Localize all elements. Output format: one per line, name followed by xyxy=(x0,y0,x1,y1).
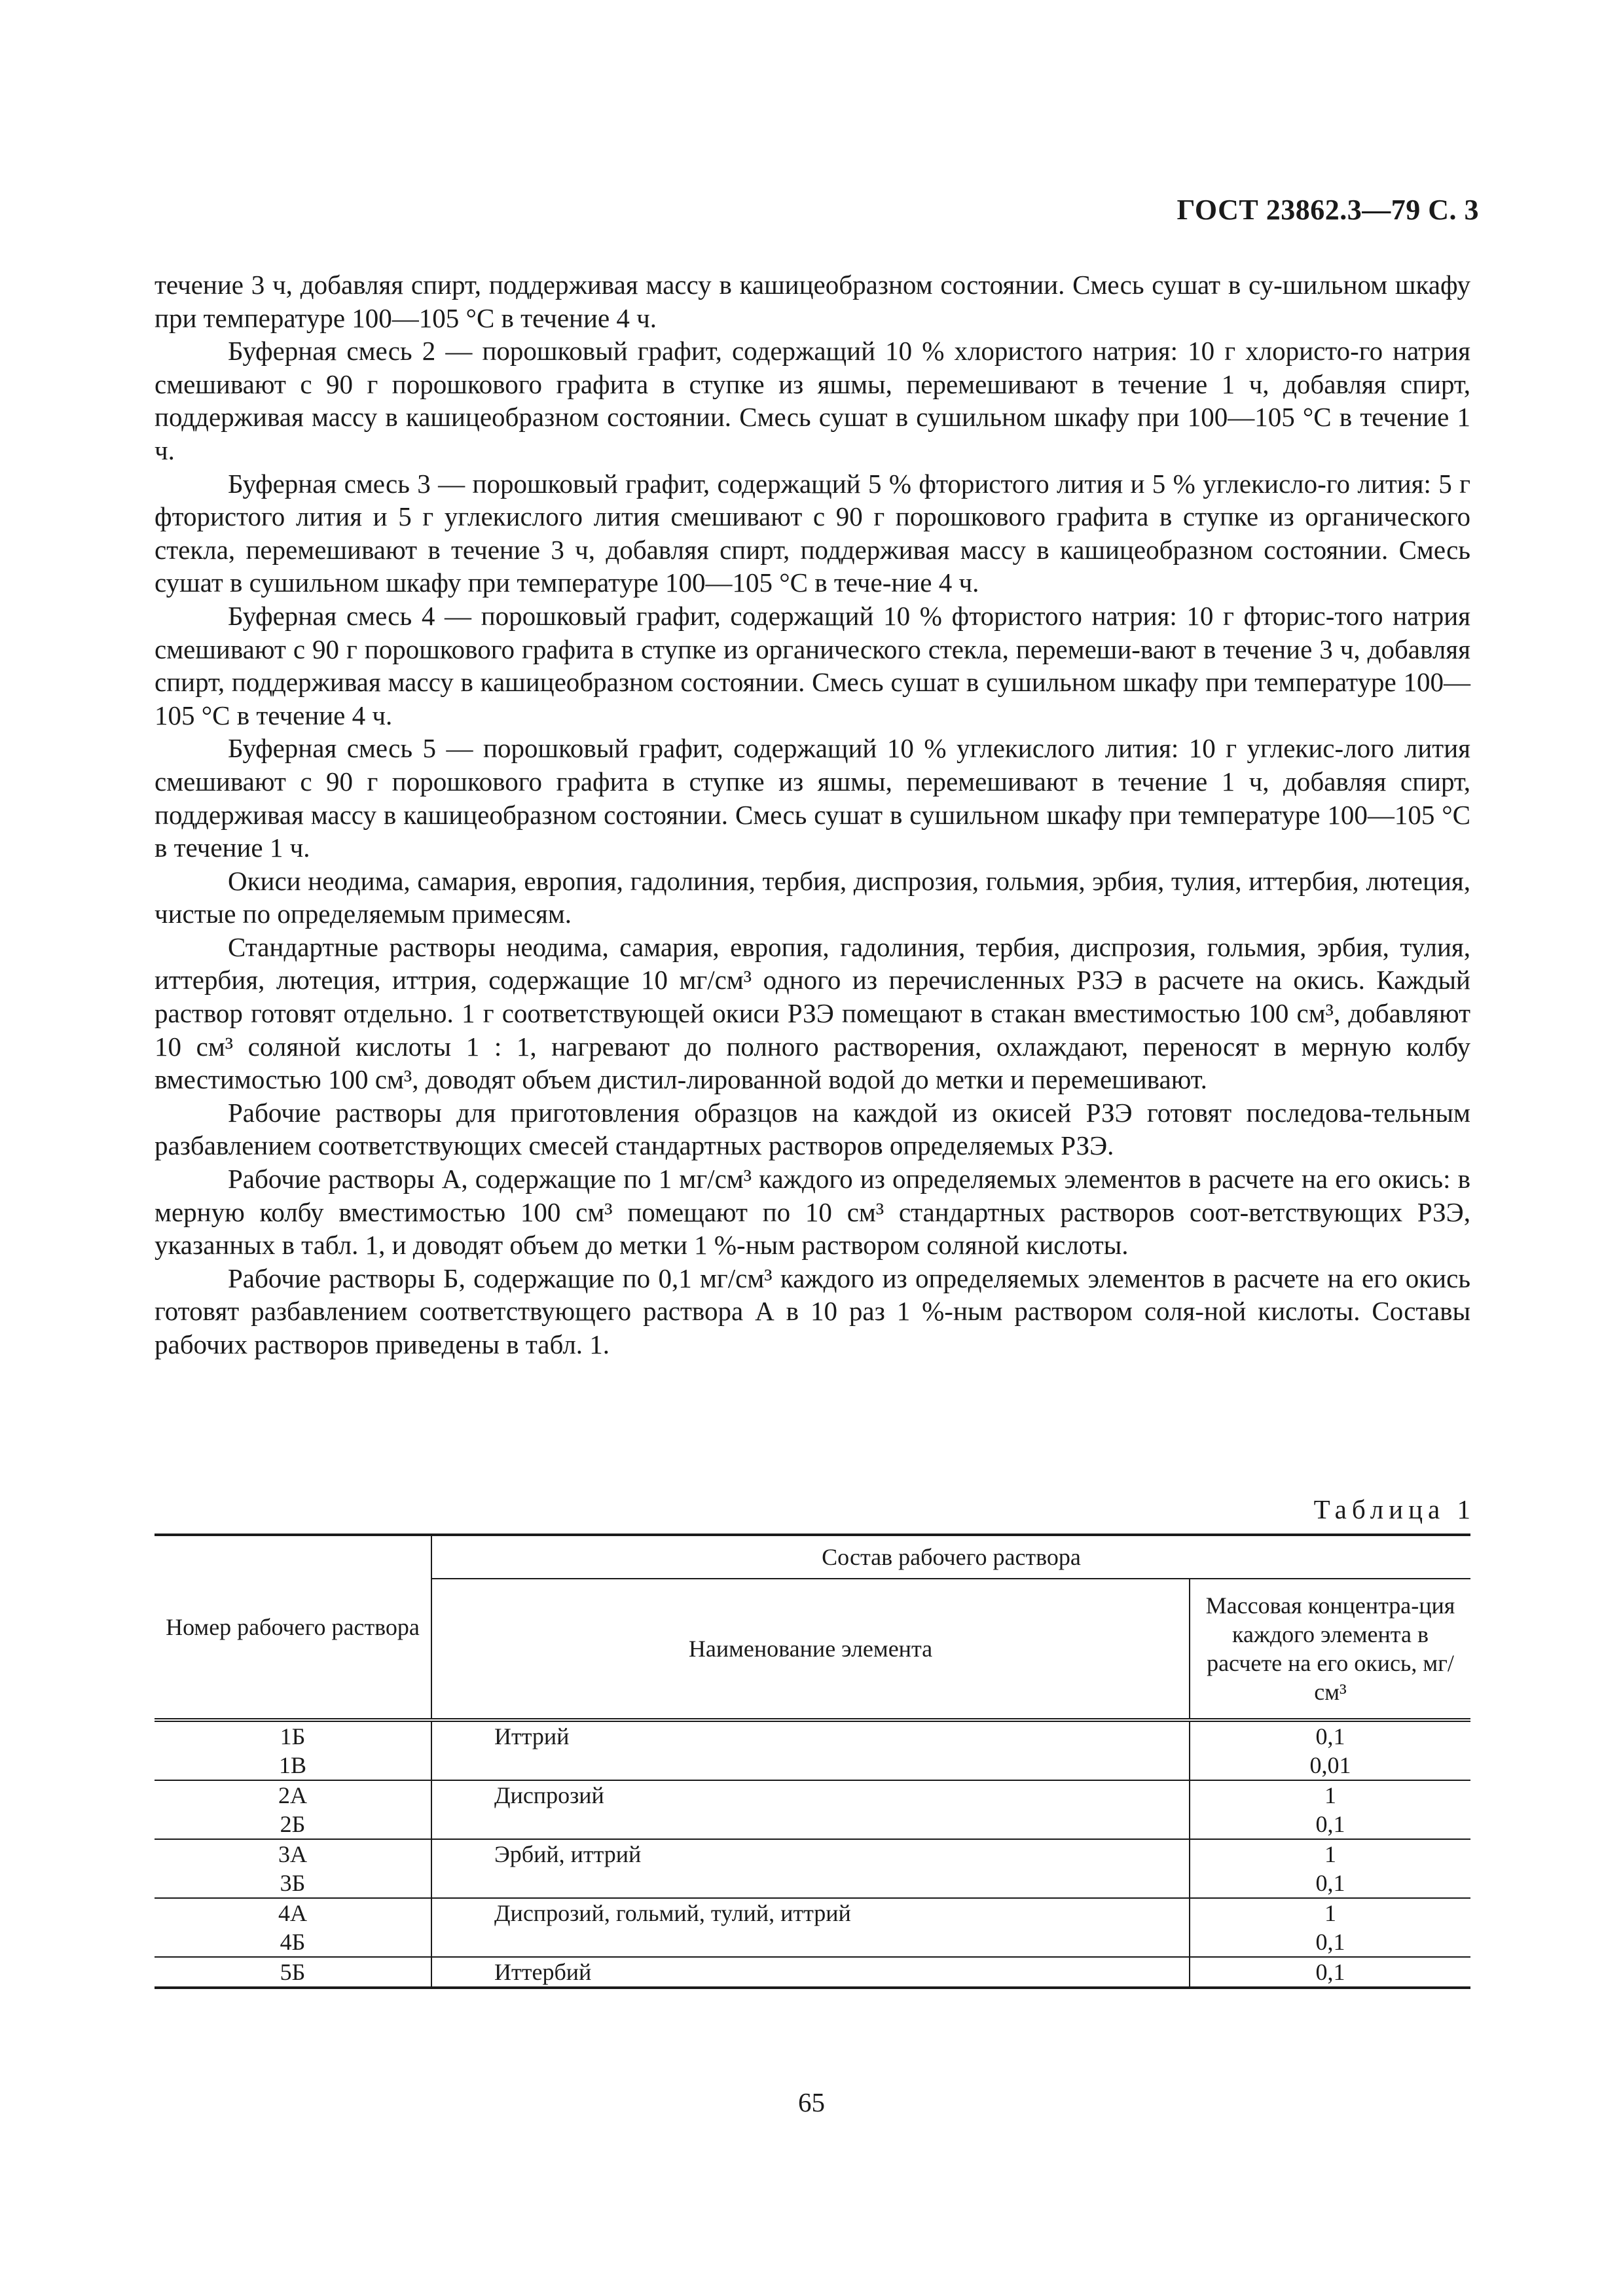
header-composition: Состав рабочего раствора xyxy=(431,1535,1470,1579)
solution-number: 3А xyxy=(278,1841,307,1867)
concentration-cell xyxy=(1190,1957,1470,1988)
table-row xyxy=(155,1780,1470,1839)
paragraph: Буферная смесь 3 — порошковый графит, содержащий 5 % фтористого лития и 5 % углекисло-го лития: 5 г фтористого лития и 5 г углекислого лития смешивают с 90 г порошкового графита в ступке из органического стекла, перемешивают в течение 3 ч, добавляя спирт, поддерживая массу в кашицеобразном состоянии. Смесь сушат в сушильном шкафу при температуре 100—105 °С в тече-ние 4 ч. xyxy=(155,468,1470,598)
table-row xyxy=(155,1839,1470,1898)
solution-number-cell xyxy=(155,1898,431,1957)
solution-number: 4Б xyxy=(280,1929,306,1955)
concentration-cell xyxy=(1190,1839,1470,1898)
solution-number: 1В xyxy=(278,1752,306,1778)
solution-number-cell xyxy=(155,1839,431,1898)
paragraph: Рабочие растворы Б, содержащие по 0,1 мг/см³ каждого из определяемых элементов в расчете на его окись готовят разбавлением соответствующего раствора А в 10 раз 1 %-ным раствором соля-ной кислоты. Составы рабочих растворов приведены в табл. 1. xyxy=(155,1263,1470,1359)
solution-number: 2Б xyxy=(280,1811,306,1837)
concentration-value: 1 xyxy=(1324,1900,1336,1926)
concentration-value: 0,1 xyxy=(1315,1929,1345,1955)
concentration-cell xyxy=(1190,1720,1470,1780)
header-mass-concentration: Массовая концентра-ция каждого элемента в расчете на его окись, мг/см³ xyxy=(1190,1579,1470,1720)
solution-number-cell xyxy=(155,1720,431,1780)
page-header: ГОСТ 23862.3—79 С. 3 xyxy=(1176,194,1479,226)
element-name-cell xyxy=(431,1780,1190,1839)
paragraph: Буферная смесь 5 — порошковый графит, содержащий 10 % углекислого лития: 10 г углекис-лого лития смешивают с 90 г порошкового графита в ступке из яшмы, перемешивают в течение 1 ч, добавляя спирт, поддерживая массу в кашицеобразном состоянии. Смесь сушат в сушильном шкафу при температуре 100—105 °С в течение 1 ч. xyxy=(155,733,1470,863)
solution-number: 5Б xyxy=(280,1959,306,1985)
table-caption: Таблица 1 xyxy=(1313,1494,1476,1524)
concentration-value: 0,1 xyxy=(1315,1723,1345,1749)
page-number: 65 xyxy=(798,2087,825,2117)
table-row xyxy=(155,1957,1470,1988)
element-name: Диспрозий xyxy=(494,1782,604,1808)
paragraph: Буферная смесь 2 — порошковый графит, содержащий 10 % хлористого натрия: 10 г хлористо-го натрия смешивают с 90 г порошкового графита в ступке из яшмы, перемешивают в течение 1 ч, добавляя спирт, поддерживая массу в кашицеобразном состоянии. Смесь сушат в сушильном шкафу при 100—105 °С в течение 1 ч. xyxy=(155,336,1470,465)
paragraph: течение 3 ч, добавляя спирт, поддерживая массу в кашицеобразном состоянии. Смесь сушат в су-шильном шкафу при температуре 100—105 °С в течение 4 ч. xyxy=(155,270,1470,333)
element-name: Иттербий xyxy=(494,1959,592,1985)
concentration-value: 1 xyxy=(1324,1841,1336,1867)
element-name-cell xyxy=(431,1898,1190,1957)
concentration-cell xyxy=(1190,1898,1470,1957)
header-solution-number: Номер рабочего раствора xyxy=(155,1535,431,1720)
paragraph: Рабочие растворы для приготовления образцов на каждой из окисей РЗЭ готовят последова-тельным разбавлением соответствующих смесей стандартных растворов определяемых РЗЭ. xyxy=(155,1097,1470,1161)
solution-number: 1Б xyxy=(280,1723,306,1749)
table-row xyxy=(155,1898,1470,1957)
header-element-name: Наименование элемента xyxy=(431,1579,1190,1720)
solution-number: 4А xyxy=(278,1900,307,1926)
paragraph: Стандартные растворы неодима, самария, европия, гадолиния, тербия, диспрозия, гольмия, эрбия, тулия, иттербия, лютеция, иттрия, содержащие 10 мг/см³ одного из перечисленных РЗЭ в расчете на окись. Каждый раствор готовят отдельно. 1 г соответствующей окиси РЗЭ помещают в стакан вместимостью 100 см³, добавляют 10 см³ соляной кислоты 1 : 1, нагревают до полного растворения, охлаждают, переносят в мерную колбу вместимостью 100 см³, доводят объем дистил-лированной водой до метки и перемешивают. xyxy=(155,931,1470,1095)
paragraph: Буферная смесь 4 — порошковый графит, содержащий 10 % фтористого натрия: 10 г фторис-того натрия смешивают с 90 г порошкового графита в ступке из органического стекла, перемеши-вают в течение 3 ч, добавляя спирт, поддерживая массу в кашицеобразном состоянии. Смесь сушат в сушильном шкафу при температуре 100—105 °С в течение 4 ч. xyxy=(155,600,1470,730)
concentration-value: 0,1 xyxy=(1315,1811,1345,1837)
concentration-value: 0,1 xyxy=(1315,1959,1345,1985)
composition-table xyxy=(155,1534,1470,1989)
element-name-cell xyxy=(431,1839,1190,1898)
table-row xyxy=(155,1720,1470,1780)
concentration-value: 1 xyxy=(1324,1782,1336,1808)
element-name-cell xyxy=(431,1957,1190,1988)
concentration-value: 0,1 xyxy=(1315,1870,1345,1896)
body-text xyxy=(155,268,1470,1361)
solution-number-cell xyxy=(155,1957,431,1988)
concentration-cell xyxy=(1190,1780,1470,1839)
element-name: Иттрий xyxy=(494,1723,570,1749)
solution-number-cell xyxy=(155,1780,431,1839)
element-name-cell xyxy=(431,1720,1190,1780)
paragraph: Рабочие растворы А, содержащие по 1 мг/см³ каждого из определяемых элементов в расчете на его окись: в мерную колбу вместимостью 100 см³ помещают по 10 см³ стандартных растворов соот-ветствующих РЗЭ, указанных в табл. 1, и доводят объем до метки 1 %-ным раствором соляной кислоты. xyxy=(155,1164,1470,1261)
table-body xyxy=(155,1720,1470,1988)
concentration-value: 0,01 xyxy=(1309,1752,1351,1778)
paragraph: Окиси неодима, самария, европия, гадолиния, тербия, диспрозия, гольмия, эрбия, тулия, иттербия, лютеция, чистые по определяемым примесям. xyxy=(155,865,1470,929)
element-name: Диспрозий, гольмий, тулий, иттрий xyxy=(494,1900,851,1926)
element-name: Эрбий, иттрий xyxy=(494,1841,642,1867)
solution-number: 3Б xyxy=(280,1870,306,1896)
solution-number: 2А xyxy=(278,1782,307,1808)
